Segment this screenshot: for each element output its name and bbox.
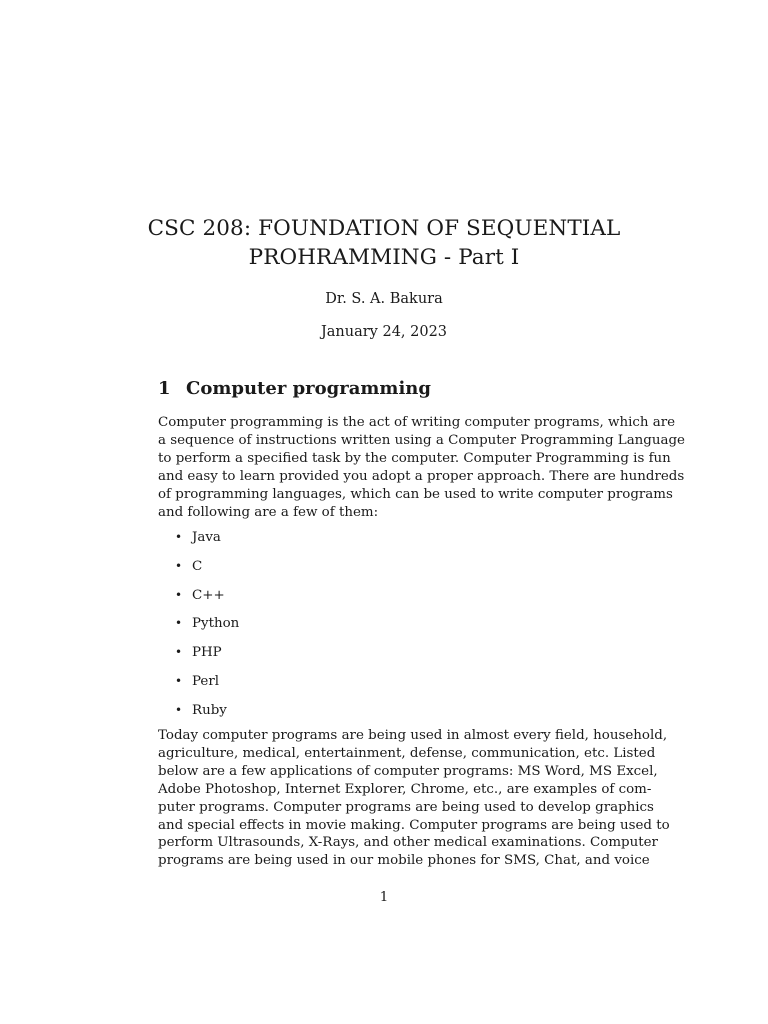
title-line: PROHRAMMING - Part I bbox=[248, 245, 520, 270]
document-date: January 24, 2023 bbox=[320, 324, 448, 340]
list-item-label: Java bbox=[192, 530, 221, 545]
paragraph-line: and easy to learn provided you adopt a proper approach. There are hundreds bbox=[158, 468, 685, 484]
list-item bbox=[175, 585, 239, 614]
paragraph-line: Computer programming is the act of writing computer programs, which are bbox=[158, 415, 676, 430]
intro-paragraph bbox=[158, 414, 685, 521]
paragraph-line: Adobe Photoshop, Internet Explorer, Chrome, etc., are examples of com- bbox=[158, 781, 652, 797]
paragraph-line: agriculture, medical, entertainment, defense, communication, etc. Listed bbox=[158, 745, 656, 761]
language-list bbox=[175, 527, 239, 729]
bullet-icon: • bbox=[175, 673, 183, 688]
bullet-icon: • bbox=[175, 587, 183, 602]
paragraph-line: programs are being used in our mobile phones for SMS, Chat, and voice bbox=[158, 853, 650, 869]
list-item bbox=[175, 556, 239, 585]
paragraph-line: and special effects in movie making. Computer programs are being used to bbox=[158, 817, 670, 833]
bullet-icon: • bbox=[175, 645, 183, 660]
title-line: CSC 208: FOUNDATION OF SEQUENTIAL bbox=[147, 216, 621, 241]
section-heading bbox=[158, 376, 431, 402]
bullet-icon: • bbox=[175, 616, 183, 631]
list-item bbox=[175, 613, 239, 642]
section-title: Computer programming bbox=[186, 378, 431, 399]
paragraph-line: puter programs. Computer programs are being used to develop graphics bbox=[158, 799, 654, 815]
document-title bbox=[0, 214, 768, 272]
bullet-icon: • bbox=[175, 558, 183, 573]
section-number: 1 bbox=[158, 378, 171, 399]
list-item bbox=[175, 527, 239, 556]
list-item bbox=[175, 671, 239, 700]
applications-paragraph bbox=[158, 727, 670, 870]
list-item-label: C bbox=[192, 558, 203, 574]
paragraph-line: perform Ultrasounds, X-Rays, and other medical examinations. Computer bbox=[158, 835, 658, 851]
bullet-icon: • bbox=[175, 702, 183, 717]
paragraph-line: a sequence of instructions written using a Computer Programming Language bbox=[158, 432, 685, 448]
list-item-label: Ruby bbox=[192, 702, 227, 718]
paragraph-line: below are a few applications of computer programs: MS Word, MS Excel, bbox=[158, 763, 658, 779]
list-item bbox=[175, 642, 239, 671]
paragraph-line: of programming languages, which can be used to write computer programs bbox=[158, 486, 673, 502]
page-number: 1 bbox=[379, 890, 389, 905]
list-item-label: PHP bbox=[192, 645, 222, 661]
list-item-label: Python bbox=[192, 616, 240, 632]
author-name: Dr. S. A. Bakura bbox=[325, 291, 443, 307]
list-item bbox=[175, 700, 239, 729]
list-item-label: C++ bbox=[192, 587, 225, 603]
list-item-label: Perl bbox=[192, 673, 220, 689]
paragraph-line: to perform a specified task by the computer. Computer Programming is fun bbox=[158, 450, 671, 466]
paragraph-line: Today computer programs are being used in almost every field, household, bbox=[158, 728, 668, 743]
bullet-icon: • bbox=[175, 530, 183, 544]
paragraph-line: and following are a few of them: bbox=[158, 504, 379, 520]
